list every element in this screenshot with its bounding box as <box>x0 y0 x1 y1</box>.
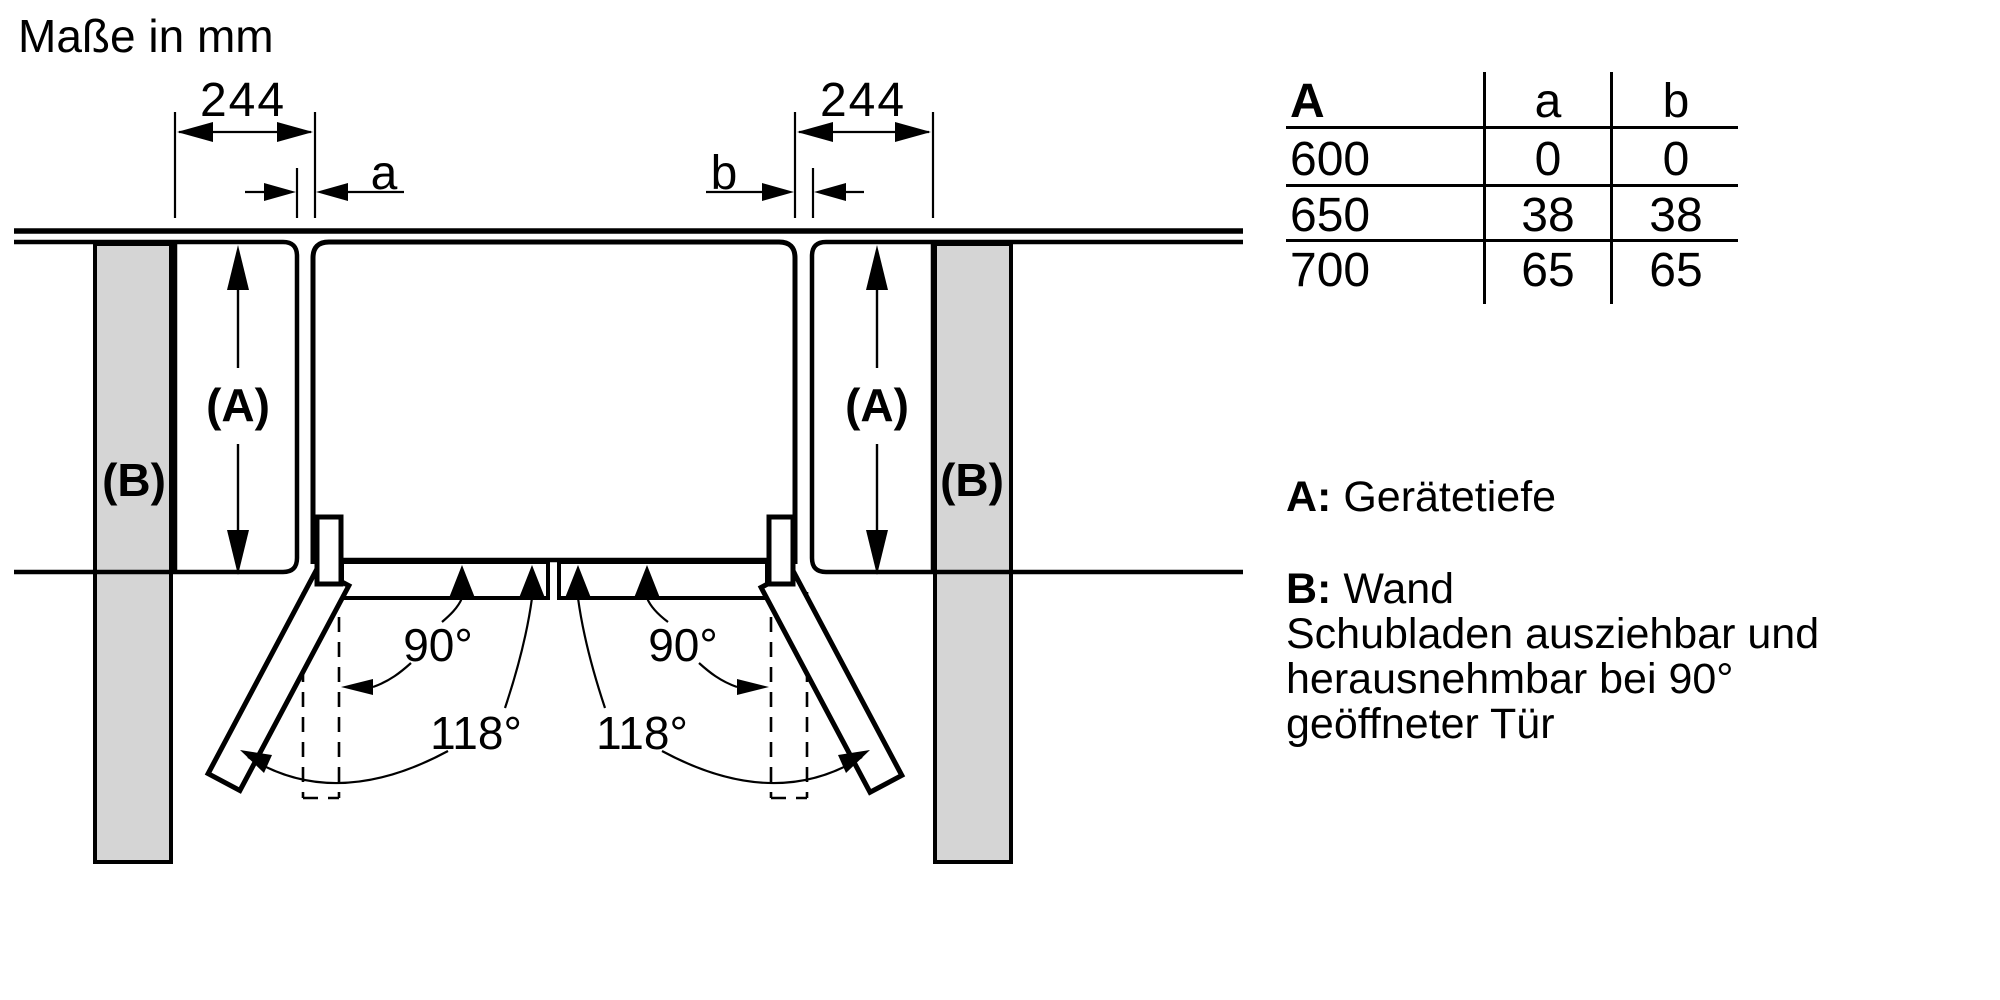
table-cell: 650 <box>1290 189 1371 242</box>
dim-244-left-label: 244 <box>199 74 287 127</box>
angle-118-right-label: 118° <box>596 707 688 759</box>
right-drawer <box>559 562 767 598</box>
dimension-table <box>1286 62 1742 307</box>
angle-118-left-label: 118° <box>430 707 522 759</box>
table-cell: 38 <box>1649 189 1703 242</box>
legend-line-b2: Schubladen ausziehbar und <box>1286 610 1820 658</box>
legend-line-b <box>1286 565 1454 614</box>
drawing-title: Maße in mm <box>18 10 274 62</box>
legend-text-b: Wand <box>1343 565 1455 613</box>
left-drawer <box>342 562 548 598</box>
legend-key-a: A: <box>1286 473 1332 521</box>
left-wall <box>95 244 171 862</box>
appliance-body <box>311 242 797 564</box>
left-hinge <box>317 517 341 584</box>
table-cell: 600 <box>1290 133 1371 186</box>
table-divider <box>1483 72 1486 304</box>
table-header-a: a <box>1534 75 1562 128</box>
legend-line-b3: herausnehmbar bei 90° <box>1286 655 1734 703</box>
angle-90-leader-left <box>341 663 411 695</box>
right-hinge <box>769 517 793 584</box>
legend-line-a <box>1286 473 1556 522</box>
table-cell: 700 <box>1290 244 1371 297</box>
gap-a-label: a <box>370 147 398 200</box>
angle-90-right-label: 90° <box>648 619 718 671</box>
dim-244-left <box>175 112 315 218</box>
wall-label-left: (B) <box>102 454 166 506</box>
wall-label-right: (B) <box>940 454 1004 506</box>
gap-b-label: b <box>710 147 738 200</box>
dim-244-right <box>795 112 933 218</box>
table-cell: 65 <box>1649 244 1703 297</box>
table-header-b: b <box>1662 75 1690 128</box>
right-door-open-118 <box>761 571 902 793</box>
angle-90-left-label: 90° <box>403 619 473 671</box>
table-cell: 0 <box>1662 133 1690 186</box>
table-header-A: A <box>1290 75 1325 128</box>
legend-key-b: B: <box>1286 565 1332 613</box>
angle-118-arc-right <box>662 750 870 783</box>
depth-label-left: (A) <box>206 379 270 431</box>
left-door-open-118 <box>208 569 349 791</box>
angle-118-arc-left <box>240 750 448 783</box>
table-cell: 65 <box>1521 244 1575 297</box>
dim-244-right-label: 244 <box>819 74 907 127</box>
table-cell: 38 <box>1521 189 1575 242</box>
legend-line-b4: geöffneter Tür <box>1286 700 1555 748</box>
right-wall <box>935 244 1011 862</box>
legend-text-a: Gerätetiefe <box>1343 473 1557 521</box>
depth-label-right: (A) <box>845 379 909 431</box>
table-divider <box>1610 72 1613 304</box>
table-cell: 0 <box>1534 133 1562 186</box>
